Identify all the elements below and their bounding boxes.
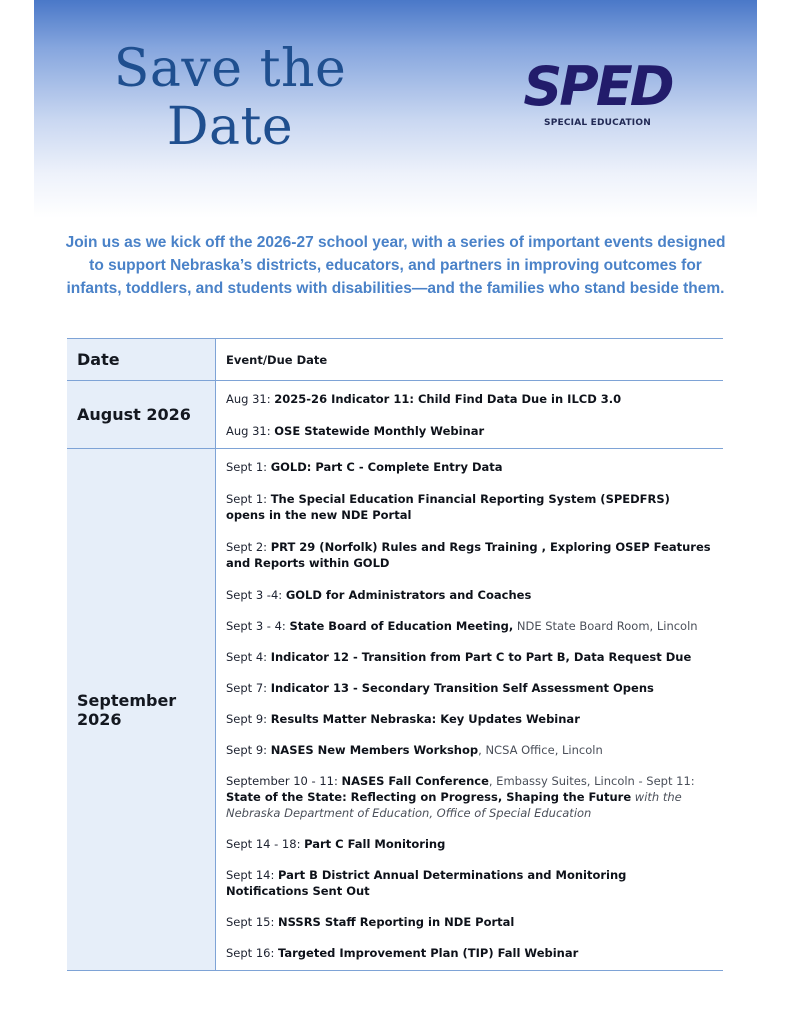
event-title: Part C Fall Monitoring (304, 837, 446, 851)
event-date: Aug 31: (226, 392, 275, 406)
event-date: Sept 7: (226, 681, 271, 695)
event-date: Sept 3 -4: (226, 588, 286, 602)
event-title: State of the State: Reflecting on Progress, Shaping the Future (226, 790, 632, 804)
event-item (226, 711, 711, 727)
event-location: , NCSA Office, Lincoln (478, 743, 603, 757)
event-item (226, 867, 711, 899)
month-label-line: 2026 (77, 709, 122, 729)
event-title: GOLD: Part C - Complete Entry Data (270, 460, 503, 474)
event-title: NASES Fall Conference (341, 774, 489, 788)
event-item (226, 459, 711, 475)
event-title: GOLD for Administrators and Coaches (285, 588, 532, 602)
event-date: Sept 1: (226, 460, 271, 474)
month-label-august: August 2026 (67, 381, 216, 449)
event-date: Sept 9: (226, 712, 271, 726)
event-location: NDE State Board Room, Lincoln (513, 619, 698, 633)
event-date: Sept 16: (226, 946, 279, 960)
event-date: Sept 1: (226, 492, 271, 506)
event-location: , Embassy Suites, Lincoln - Sept 11: (488, 774, 695, 788)
event-title: Part B District Annual Determinations and Monitoring Notifications Sent Out (226, 868, 627, 898)
event-date: September 10 - 11: (226, 774, 342, 788)
event-item (226, 491, 711, 523)
event-date: Sept 4: (226, 650, 271, 664)
intro-paragraph: Join us as we kick off the 2026-27 school year, with a series of important events designed to support Nebraska’s districts, educators, and partners in improving outcomes for infants, toddlers, and students with disabilities—and the families who stand beside them. (65, 234, 726, 297)
event-cell-september (216, 449, 724, 971)
event-item (226, 742, 711, 758)
event-date: Sept 2: (226, 540, 271, 554)
title-line-2: Date (166, 97, 294, 157)
event-title: 2025-26 Indicator 11: Child Find Data Due in ILCD 3.0 (274, 392, 622, 406)
event-date: Sept 9: (226, 743, 271, 757)
table-row-september (67, 449, 723, 971)
event-title: Targeted Improvement Plan (TIP) Fall Webinar (278, 946, 579, 960)
event-title: Indicator 13 - Secondary Transition Self Assessment Opens (270, 681, 654, 695)
event-date: Sept 14: (226, 868, 279, 882)
schedule-table (67, 338, 723, 971)
table-header-row (67, 339, 723, 381)
table-row-august (67, 381, 723, 449)
event-title: PRT 29 (Norfolk) Rules and Regs Training , Exploring OSEP Features and Reports within GOLD (226, 540, 711, 570)
month-label-line: September (77, 690, 177, 710)
event-title: NSSRS Staff Reporting in NDE Portal (278, 915, 515, 929)
event-title: NASES New Members Workshop (270, 743, 479, 757)
event-title: State Board of Education Meeting, (289, 619, 514, 633)
event-item (226, 773, 711, 821)
event-item (226, 618, 711, 634)
month-label-september (67, 449, 216, 971)
logo-subtitle: SPECIAL EDUCATION (544, 118, 651, 128)
event-item (226, 391, 711, 407)
event-title: The Special Education Financial Reporting System (SPEDFRS) opens in the new NDE Portal (226, 492, 670, 522)
event-title: OSE Statewide Monthly Webinar (274, 424, 485, 438)
sped-logo (505, 55, 690, 128)
header-date-cell: Date (67, 339, 216, 381)
event-item (226, 587, 711, 603)
title-line-1: Save the (113, 39, 347, 99)
event-title: Indicator 12 - Transition from Part C to Part B, Data Request Due (270, 650, 692, 664)
event-item (226, 680, 711, 696)
logo-wordmark: SPED (523, 55, 672, 118)
event-note: with the Nebraska Department of Education, Office of Special Education (226, 790, 682, 820)
event-cell-august (216, 381, 724, 449)
event-date: Sept 14 - 18: (226, 837, 305, 851)
event-date: Aug 31: (226, 424, 275, 438)
event-item (226, 836, 711, 852)
event-item (226, 945, 711, 961)
event-date: Sept 3 - 4: (226, 619, 290, 633)
event-item (226, 539, 711, 571)
header-event-cell: Event/Due Date (216, 339, 724, 381)
event-item (226, 914, 711, 930)
event-date: Sept 15: (226, 915, 279, 929)
event-item (226, 649, 711, 665)
event-item (226, 423, 711, 439)
page-title (100, 40, 360, 156)
event-title: Results Matter Nebraska: Key Updates Webinar (270, 712, 580, 726)
